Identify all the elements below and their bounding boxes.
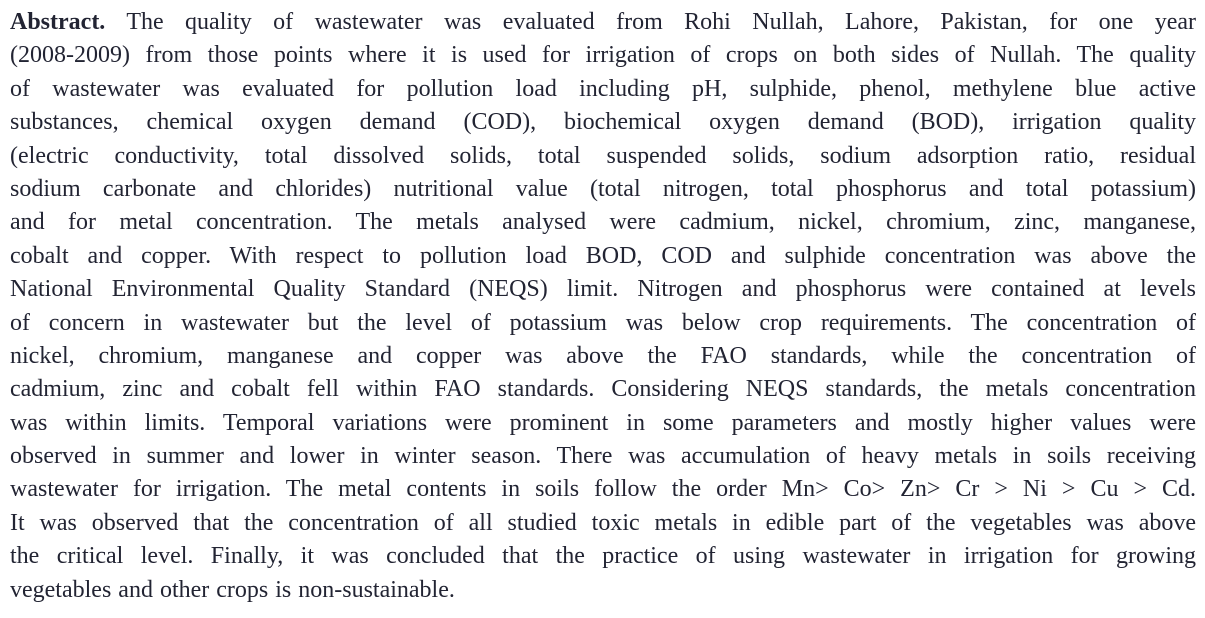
text-line: (2008-2009) from those points where it is used for irrigation of crops on both sides of Nullah. The quality (10, 42, 1196, 69)
text-line: substances, chemical oxygen demand (COD), biochemical oxygen demand (BOD), irrigation quality (10, 109, 1196, 136)
text-line: vegetables and other crops is non-sustainable. (10, 576, 455, 603)
text-line: cobalt and copper. With respect to pollution load BOD, COD and sulphide concentration was above the (10, 242, 1196, 269)
text-line: and for metal concentration. The metals analysed were cadmium, nickel, chromium, zinc, manganese, (10, 209, 1196, 236)
text-line: observed in summer and lower in winter season. There was accumulation of heavy metals in soils receiving (10, 443, 1196, 470)
text-line: nickel, chromium, manganese and copper was above the FAO standards, while the concentration of (10, 342, 1196, 369)
abstract-label: Abstract. (10, 9, 106, 35)
text-line: wastewater for irrigation. The metal contents in soils follow the order Mn> Co> Zn> Cr > Ni > Cu > Cd. (10, 476, 1196, 503)
text-line: the critical level. Finally, it was concluded that the practice of using wastewater in irrigation for growing (10, 543, 1196, 570)
text-line: It was observed that the concentration of all studied toxic metals in edible part of the vegetables was above (10, 509, 1196, 536)
text-line: was within limits. Temporal variations were prominent in some parameters and mostly higher values were (10, 409, 1196, 436)
text-line: (electric conductivity, total dissolved solids, total suspended solids, sodium adsorption ratio, residual (10, 142, 1196, 169)
text-line: National Environmental Quality Standard (NEQS) limit. Nitrogen and phosphorus were contained at levels (10, 276, 1196, 303)
text-line: cadmium, zinc and cobalt fell within FAO standards. Considering NEQS standards, the metals concentration (10, 376, 1196, 403)
text-line: of wastewater was evaluated for pollution load including pH, sulphide, phenol, methylene blue active (10, 75, 1196, 102)
text-line: of concern in wastewater but the level of potassium was below crop requirements. The concentration of (10, 309, 1196, 336)
abstract-paragraph (10, 6, 1196, 607)
text-line: Abstract. The quality of wastewater was evaluated from Rohi Nullah, Lahore, Pakistan, for one year (10, 9, 1196, 35)
text-line: sodium carbonate and chlorides) nutritional value (total nitrogen, total phosphorus and total potassium) (10, 175, 1196, 202)
